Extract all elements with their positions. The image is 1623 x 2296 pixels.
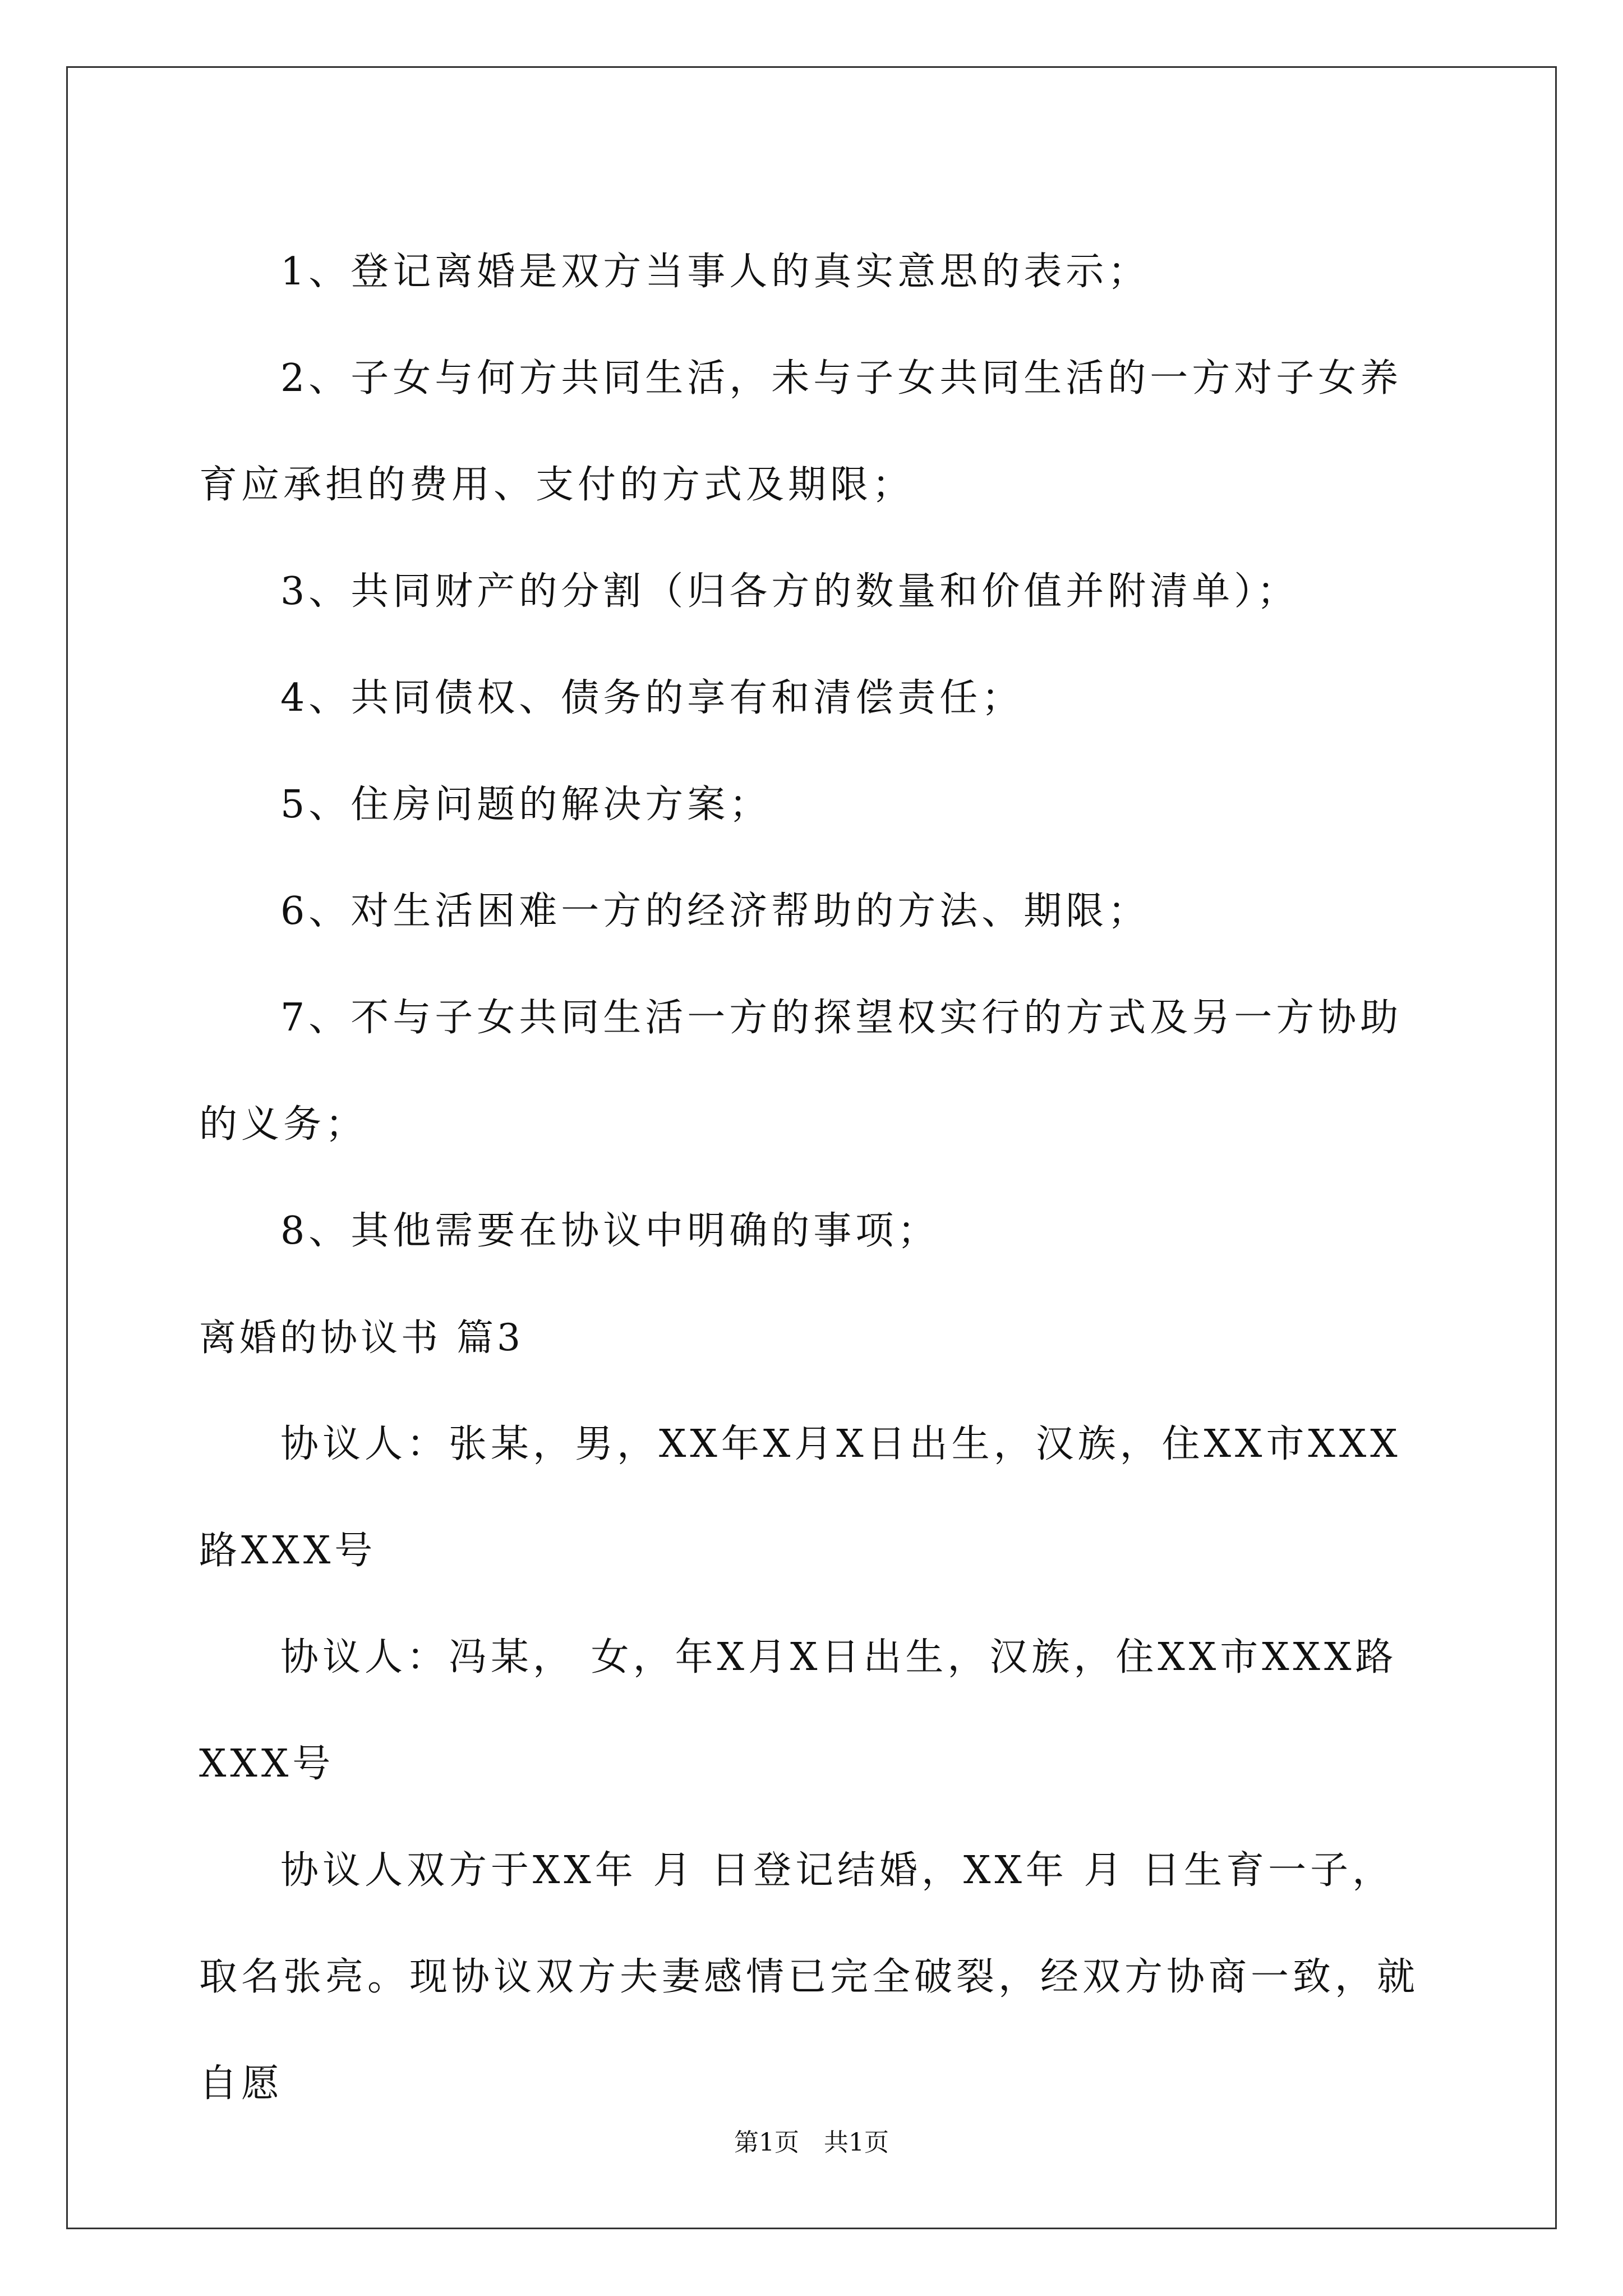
party-1: 协议人：张某，男，XX年X月X日出生，汉族，住XX市XXX路XXX号 <box>199 1422 1401 1573</box>
clause-6: 6、对生活困难一方的经济帮助的方法、期限； <box>280 889 1150 933</box>
page-footer: 第1页 共1页 <box>734 2128 889 2157</box>
section-heading: 离婚的协议书 篇3 <box>199 1316 524 1359</box>
body-text: 协议人双方于XX年 月 日登记结婚，XX年 月 日生育一子，取名张亮。现协议双方夫妻感情已完全破裂，经双方协商一致，就自愿 <box>199 1848 1419 2106</box>
clause-7: 7、不与子女共同生活一方的探望权实行的方式及另一方协助的义务； <box>199 996 1403 1147</box>
clause-4: 4、共同债权、债务的享有和清偿责任； <box>280 676 1024 720</box>
clause-1: 1、登记离婚是双方当事人的真实意思的表示； <box>280 250 1150 294</box>
document-body <box>199 219 1427 2137</box>
clause-3: 3、共同财产的分割（归各方的数量和价值并附清单）； <box>280 569 1299 614</box>
clause-5: 5、住房问题的解决方案； <box>280 783 772 827</box>
clause-8: 8、其他需要在协议中明确的事项； <box>280 1209 940 1253</box>
clause-2: 2、子女与何方共同生活，未与子女共同生活的一方对子女养育应承担的费用、支付的方式及期限； <box>199 356 1403 507</box>
party-2: 协议人：冯某， 女，年X月X日出生，汉族，住XX市XXX路XXX号 <box>199 1635 1398 1786</box>
